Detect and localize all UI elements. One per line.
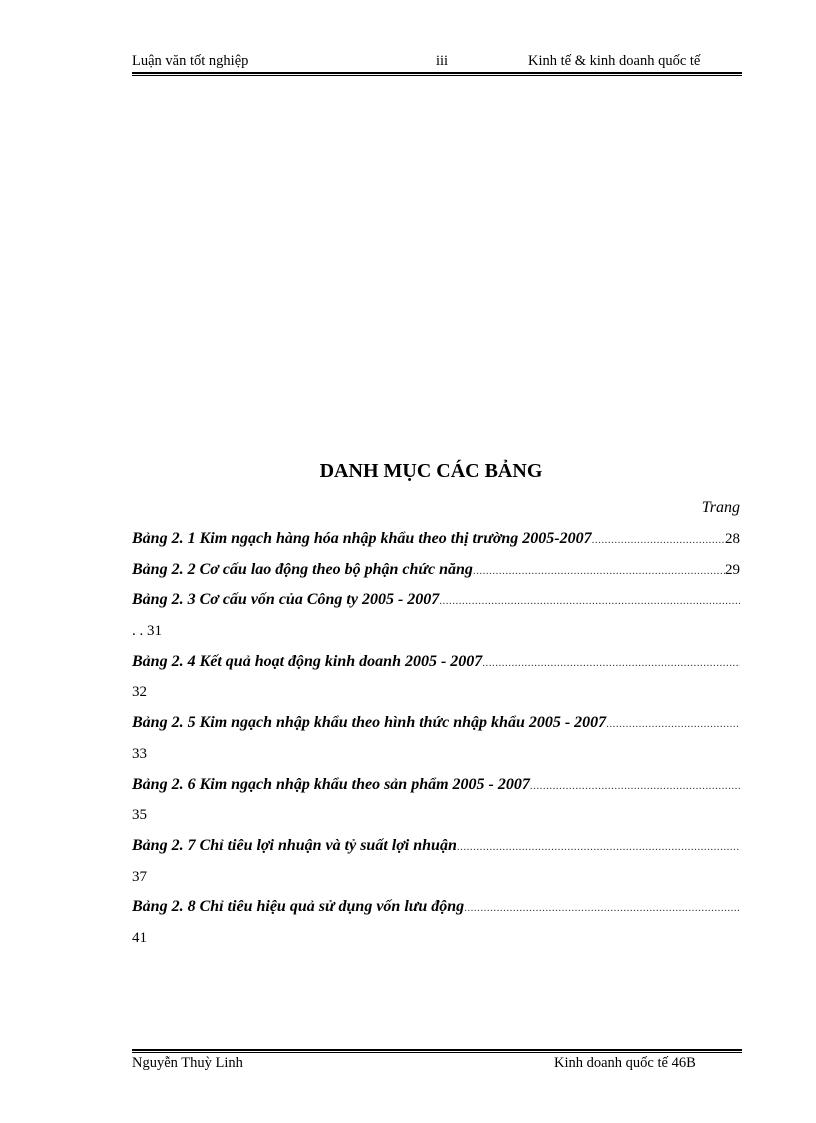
header-left: Luận văn tốt nghiệp bbox=[132, 53, 249, 69]
leader-dots bbox=[457, 832, 740, 863]
leader-dots bbox=[530, 771, 740, 802]
leader-dots bbox=[464, 893, 740, 924]
footer-left: Nguyễn Thuỳ Linh bbox=[132, 1055, 243, 1071]
toc-entry-page: 35 bbox=[132, 807, 147, 824]
toc-entry[interactable] bbox=[132, 524, 740, 555]
leader-dots bbox=[606, 709, 740, 740]
toc-entry-title: Bảng 2. 2 Cơ cấu lao động theo bộ phận chức năng bbox=[132, 560, 473, 578]
toc-entry-page: 33 bbox=[132, 745, 147, 762]
page-title: DANH MỤC CÁC BẢNG bbox=[319, 460, 543, 482]
toc-entry-page: 32 bbox=[132, 684, 147, 701]
toc-entry[interactable] bbox=[132, 555, 740, 586]
toc-entry-page: 28 bbox=[725, 531, 740, 547]
table-of-contents bbox=[132, 524, 740, 954]
leader-dots bbox=[439, 586, 740, 617]
toc-entry-page: 29 bbox=[725, 561, 740, 578]
toc-entry-title: Bảng 2. 6 Kim ngạch nhập khẩu theo sản phẩm 2005 - 2007 bbox=[132, 775, 530, 793]
toc-entry[interactable] bbox=[132, 585, 740, 616]
toc-entry-page: 37 bbox=[132, 868, 147, 885]
footer-right: Kinh doanh quốc tế 46B bbox=[554, 1055, 696, 1071]
toc-entry-title: Bảng 2. 3 Cơ cấu vốn của Công ty 2005 - 2007 bbox=[132, 591, 440, 609]
page-header bbox=[132, 53, 742, 71]
toc-entry[interactable] bbox=[132, 770, 740, 801]
toc-entry[interactable] bbox=[132, 892, 740, 923]
toc-entry-page: 41 bbox=[132, 929, 147, 946]
toc-entry[interactable] bbox=[132, 647, 740, 678]
toc-entry-title: Bảng 2. 8 Chỉ tiêu hiệu quả sử dụng vốn lưu động bbox=[132, 898, 465, 916]
leader-dots bbox=[482, 648, 740, 679]
toc-entry[interactable] bbox=[132, 708, 740, 739]
header-rule bbox=[132, 72, 742, 74]
page-column-label: Trang bbox=[701, 499, 740, 516]
toc-entry[interactable] bbox=[132, 831, 740, 862]
header-page-number: iii bbox=[436, 53, 449, 69]
header-right: Kinh tế & kinh doanh quốc tế bbox=[528, 53, 701, 69]
leader-dots bbox=[592, 525, 725, 556]
toc-entry-title: Bảng 2. 5 Kim ngạch nhập khẩu theo hình thức nhập khẩu 2005 - 2007 bbox=[132, 714, 607, 732]
toc-entry-page: . . 31 bbox=[132, 623, 162, 640]
toc-entry-title: Bảng 2. 7 Chỉ tiêu lợi nhuận và tỷ suất lợi nhuận bbox=[132, 836, 457, 854]
footer-rule bbox=[132, 1049, 742, 1051]
toc-entry-title: Bảng 2. 1 Kim ngạch hàng hóa nhập khẩu theo thị trường 2005-2007 bbox=[132, 530, 592, 547]
leader-dots bbox=[473, 556, 725, 587]
toc-entry-title: Bảng 2. 4 Kết quả hoạt động kinh doanh 2005 - 2007 bbox=[132, 652, 483, 670]
